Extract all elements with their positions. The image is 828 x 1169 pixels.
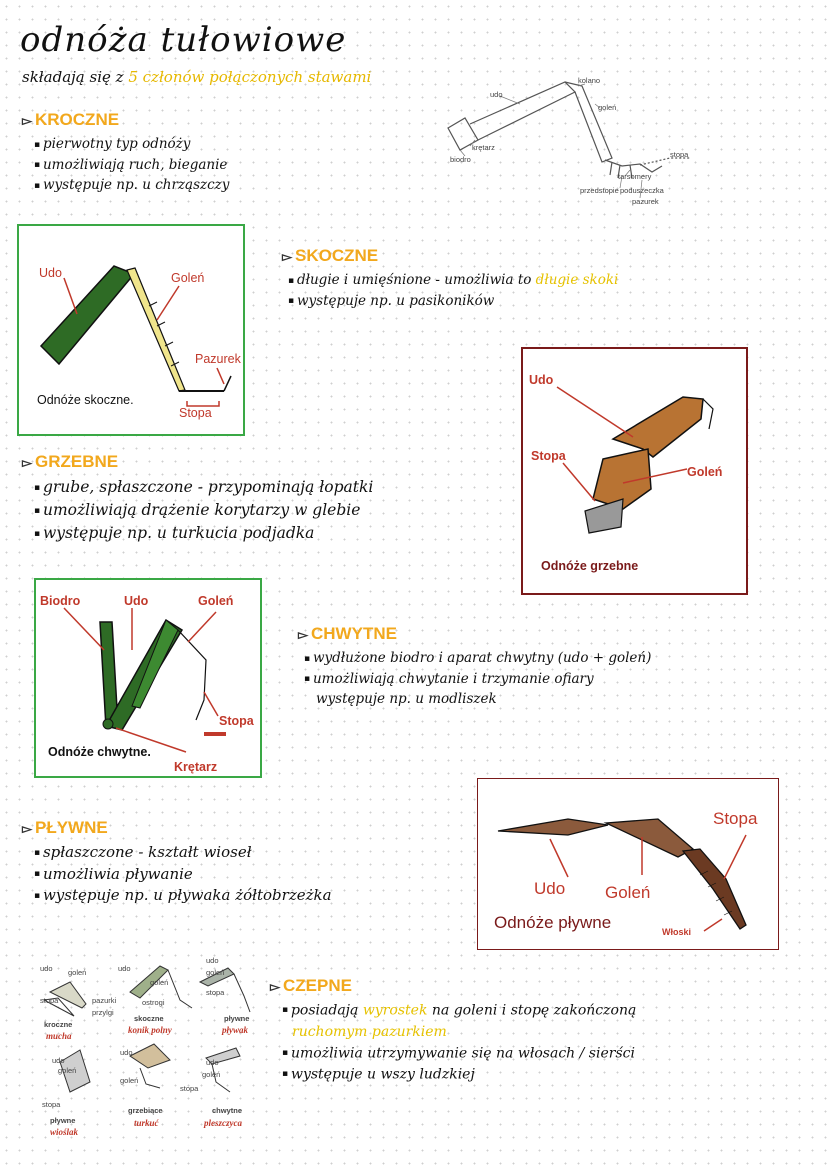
sum-type: chwytne [212, 1106, 243, 1115]
list-item: ▪ wydłużone biodro i aparat chwytny (udo + goleń) [304, 648, 651, 669]
top-label-przedstopie: przedstopie [580, 186, 619, 195]
sum-insect: konik polny [128, 1025, 172, 1035]
sum-label: udo [206, 1058, 219, 1067]
sum-label: pazurki [92, 996, 117, 1005]
heading-skoczne-text: SKOCZNE [295, 246, 379, 265]
sum-label: ostrogi [142, 998, 165, 1007]
label-biodro: Biodro [40, 594, 81, 608]
top-label-stopa: stopa [670, 150, 689, 159]
heading-grzebne [22, 452, 118, 472]
label-golen: Goleń [687, 465, 723, 479]
sum-label: udo [118, 964, 131, 973]
sum-type: kroczne [44, 1020, 73, 1029]
top-label-poduszeczka: poduszeczka [620, 186, 664, 195]
list-plywne [34, 842, 332, 907]
top-label-biodro: biodro [450, 155, 471, 164]
sum-label: goleń [68, 968, 87, 977]
subtitle-prefix: składają się z [22, 68, 124, 86]
sum-label: przylgi [92, 1008, 114, 1017]
list-item: ▪ występuje u wszy ludzkiej [282, 1064, 782, 1086]
triangle-bullet-icon: ▻ [22, 821, 32, 836]
sum-type: grzebiące [128, 1106, 163, 1115]
leg-anatomy-drawing [0, 0, 828, 240]
heading-kroczne-text: KROCZNE [35, 110, 120, 129]
top-label-kretarz: krętarz [472, 143, 495, 152]
list-chwytne [304, 648, 651, 710]
label-golen: Goleń [198, 594, 234, 608]
sum-insect: turkuć [134, 1118, 159, 1128]
label-golen: Goleń [171, 271, 205, 285]
list-grzebne [34, 476, 373, 545]
page-title: odnóża tułowiowe [20, 20, 347, 60]
heading-chwytne [298, 624, 397, 644]
heading-chwytne-text: CHWYTNE [311, 624, 397, 643]
sum-type: pływne [50, 1116, 76, 1125]
label-stopa: Stopa [219, 714, 254, 728]
triangle-bullet-icon: ▻ [22, 455, 32, 470]
list-item: ▪ występuje np. u pływaka żółtobrzeżka [34, 885, 332, 907]
highlight-pazurek: ruchomym pazurkiem [292, 1023, 447, 1040]
heading-grzebne-text: GRZEBNE [35, 452, 119, 471]
sum-label: stopa [206, 988, 225, 997]
caption-chwytne: Odnóże chwytne. [48, 745, 151, 759]
sum-label: goleń [206, 968, 225, 977]
sum-insect: mucha [46, 1031, 72, 1041]
caption-grzebne: Odnóże grzebne [541, 559, 639, 573]
heading-skoczne [282, 246, 378, 266]
list-item: występuje np. u modliszek [316, 691, 497, 707]
label-udo: Udo [39, 266, 62, 280]
figure-grzebne [521, 347, 748, 595]
top-label-golen: goleń [598, 103, 617, 112]
sum-insect: wioślak [50, 1127, 79, 1137]
sum-insect: pleszczyca [204, 1118, 242, 1128]
list-item: ▪ posiadają wyrostek na goleni i stopę zakończoną ruchomym pazurkiem [282, 1000, 782, 1043]
label-udo: Udo [534, 879, 566, 898]
highlight-dlugie-skoki: długie skoki [535, 272, 619, 288]
list-item: ▪ długie i umięśnione - umożliwia to długie skoki [288, 270, 728, 291]
label-wloski: Włoski [662, 927, 692, 937]
label-pazurek: Pazurek [195, 352, 241, 366]
label-udo: Udo [124, 594, 149, 608]
list-item: ▪ pierwotny typ odnóży [34, 134, 229, 155]
list-czepne [282, 1000, 782, 1086]
heading-kroczne [22, 110, 119, 130]
sum-label: udo [52, 1056, 65, 1065]
heading-czepne [270, 976, 352, 996]
sum-insect: pływak [222, 1025, 248, 1035]
list-item: ▪ występuje np. u pasikoników [288, 291, 728, 312]
label-stopa: Stopa [713, 809, 758, 828]
subtitle-highlight: 5 członów połączonych stawami [128, 68, 372, 86]
sum-label: goleń [202, 1070, 221, 1079]
sum-label: udo [40, 964, 53, 973]
top-label-pazurek: pazurek [632, 197, 659, 206]
list-item: ▪ umożliwia pływanie [34, 864, 332, 886]
sum-label: goleń [150, 978, 169, 987]
list-item: ▪ grube, spłaszczone - przypominają łopatki [34, 476, 373, 499]
list-item: ▪ występuje np. u turkucia podjadka [34, 522, 373, 545]
figure-chwytne [34, 578, 262, 778]
list-item: ▪ spłaszczone - kształt wioseł [34, 842, 332, 864]
caption-plywne: Odnóże pływne [494, 913, 612, 932]
label-stopa: Stopa [179, 406, 212, 420]
label-udo: Udo [529, 373, 554, 387]
triangle-bullet-icon: ▻ [282, 249, 292, 264]
triangle-bullet-icon: ▻ [270, 979, 280, 994]
heading-plywne-text: PŁYWNE [35, 818, 108, 837]
triangle-bullet-icon: ▻ [22, 113, 32, 128]
sum-label: stopa [180, 1084, 199, 1093]
sum-label: goleń [58, 1066, 77, 1075]
top-label-kolano: kolano [578, 76, 601, 85]
figure-plywne [477, 778, 779, 950]
sum-label: udo [120, 1048, 133, 1057]
list-item: ▪ występuje np. u chrząszczy [34, 175, 229, 196]
list-item: ▪ umożliwiają ruch, bieganie [34, 155, 229, 176]
label-kretarz: Krętarz [174, 760, 218, 774]
sum-label: udo [206, 956, 219, 965]
top-label-tarsomery: tarsomery [618, 172, 652, 181]
sum-label: goleń [120, 1076, 139, 1085]
triangle-bullet-icon: ▻ [298, 627, 308, 642]
figure-skoczne [17, 224, 245, 436]
sum-label: stopa [40, 996, 59, 1005]
heading-plywne [22, 818, 108, 838]
list-skoczne [288, 270, 728, 311]
sum-type: skoczne [134, 1014, 164, 1023]
caption-skoczne: Odnóże skoczne. [37, 393, 134, 407]
figure-summary [30, 952, 262, 1142]
list-item: ▪ umożliwia utrzymywanie się na włosach / sierści [282, 1043, 782, 1065]
highlight-wyrostek: wyrostek [362, 1002, 428, 1019]
sum-label: stopa [42, 1100, 61, 1109]
sum-type: pływne [224, 1014, 250, 1023]
label-golen: Goleń [605, 883, 651, 902]
label-stopa: Stopa [531, 449, 566, 463]
top-label-udo: udo [490, 90, 503, 99]
heading-czepne-text: CZEPNE [283, 976, 352, 995]
list-item: ▪ umożliwiają drążenie korytarzy w glebie [34, 499, 373, 522]
list-kroczne [34, 134, 229, 196]
list-item: ▪ umożliwiają chwytanie i trzymanie ofiary [304, 669, 651, 690]
